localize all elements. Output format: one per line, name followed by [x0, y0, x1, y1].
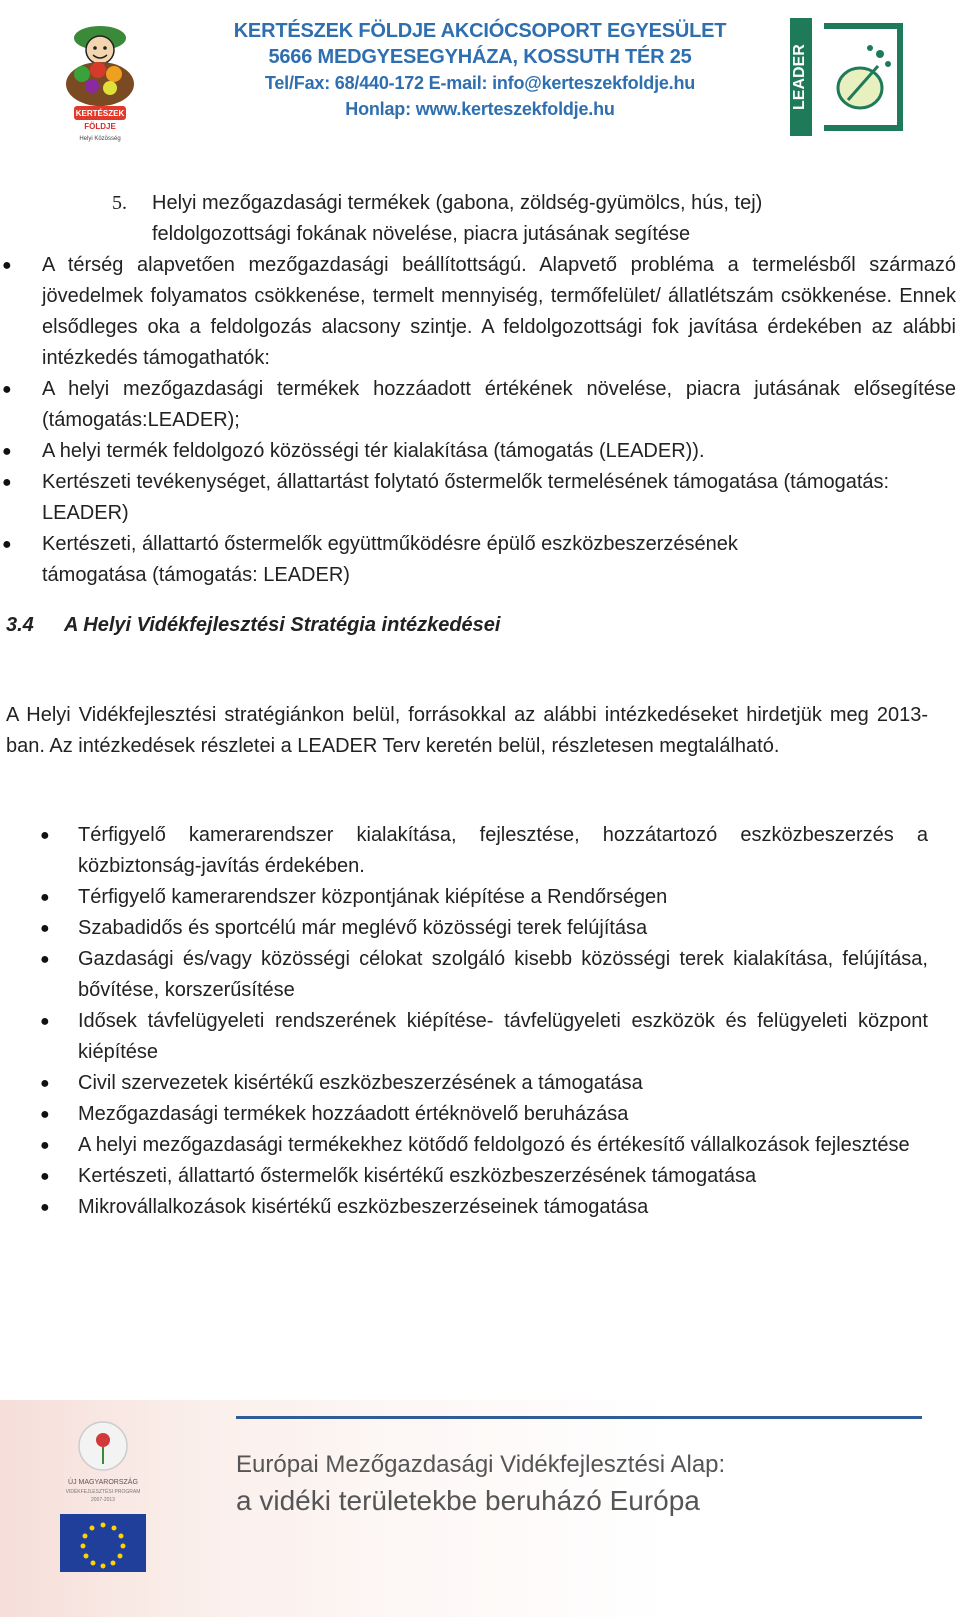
- footer-line-1: Európai Mezőgazdasági Vidékfejlesztési Alap:: [236, 1451, 726, 1478]
- list-item-text: Civil szervezetek kisértékű eszközbeszerzésének a támogatása: [78, 1072, 643, 1094]
- bullet-list-top: [0, 250, 960, 591]
- bullet-icon: ●: [40, 1013, 50, 1030]
- section-heading: [6, 610, 906, 640]
- organization-address: 5666 MEDGYESEGYHÁZA, KOSSUTH TÉR 25: [268, 46, 692, 68]
- list-item-text: Kertészeti, állattartó őstermelők kisértékű eszközbeszerzésének támogatása: [78, 1165, 757, 1187]
- intro-paragraph: A Helyi Vidékfejlesztési stratégiánkon belül, forrásokkal az alábbi intézkedéseket hirdetjük meg 2013-ban. Az intézkedések részletei a LEADER Terv keretén belül, részletesen megtalálható.: [6, 704, 928, 757]
- list-item: [0, 1130, 928, 1161]
- list-item: [0, 1006, 928, 1068]
- footer-divider: [236, 1416, 922, 1419]
- footer-slogan: [236, 1448, 936, 1520]
- list-item-text: Mikrovállalkozások kisértékű eszközbeszerzéseinek támogatása: [78, 1196, 649, 1218]
- section-number: 3.4: [6, 614, 34, 636]
- bullet-icon: ●: [2, 474, 12, 491]
- list-item-text: Gazdasági és/vagy közösségi célokat szolgáló kisebb közösségi terek kialakítása, felújítása, bővítése, korszerűsítése: [78, 948, 928, 1001]
- list-item-text: A térség alapvetően mezőgazdasági beállítottságú. Alapvető probléma a termelésből származó jövedelmek folyamatos csökkenése, termelt mennyiség, termőfelület/ állatlétszám csökkenése. Ennek elsődleges oka a feldolgozás alacsony szintje. A feldolgozottsági fok javítása érdekében az alábbi intézkedés támogathatók:: [42, 254, 956, 369]
- list-item-text: Térfigyelő kamerarendszer kialakítása, fejlesztése, hozzátartozó eszközbeszerzés a közbiztonság-javítás érdekében.: [78, 824, 928, 877]
- list-item: [0, 1192, 928, 1223]
- list-item-text: A helyi mezőgazdasági termékekhez kötődő feldolgozó és értékesítő vállalkozások fejlesztése: [78, 1134, 910, 1156]
- letterhead: [0, 0, 960, 160]
- svg-text:LEADER: LEADER: [791, 44, 808, 110]
- svg-text:VIDÉKFEJLESZTÉSI PROGRAM: VIDÉKFEJLESZTÉSI PROGRAM: [65, 1489, 141, 1495]
- bullet-icon: ●: [40, 1168, 50, 1185]
- list-item: [0, 436, 956, 467]
- leader-logo: [790, 18, 906, 136]
- list-item: [0, 1068, 928, 1099]
- list-item: [0, 374, 956, 436]
- footer-line-2: a vidéki területekbe beruházó Európa: [236, 1485, 700, 1516]
- measures-list: [0, 820, 960, 1223]
- list-item-text: A helyi mezőgazdasági termékek hozzáadott értékének növelése, piacra jutásának elősegítése (támogatás:LEADER);: [42, 378, 956, 431]
- bullet-icon: ●: [40, 1199, 50, 1216]
- item-number: 5.: [112, 192, 127, 214]
- svg-text:2007-2013: 2007-2013: [91, 1497, 115, 1503]
- list-item-text: Térfigyelő kamerarendszer központjának kiépítése a Rendőrségen: [78, 886, 668, 908]
- list-item: [0, 467, 902, 529]
- bullet-icon: ●: [40, 1106, 50, 1123]
- organization-contact: Tel/Fax: 68/440-172 E-mail: info@kerteszekfoldje.hu: [264, 73, 696, 93]
- list-item-text: A helyi termék feldolgozó közösségi tér kialakítása (támogatás (LEADER)).: [42, 440, 705, 462]
- list-item: [0, 820, 928, 882]
- organization-info: [200, 18, 760, 122]
- bullet-icon: ●: [40, 827, 50, 844]
- organization-name: KERTÉSZEK FÖLDJE AKCIÓCSOPORT EGYESÜLET: [233, 20, 727, 42]
- item-text: Helyi mezőgazdasági termékek (gabona, zöldség-gyümölcs, hús, tej) feldolgozottsági fokának növelése, piacra jutásának segítése: [152, 192, 763, 245]
- svg-text:Helyi Közösség: Helyi Közösség: [79, 136, 121, 142]
- svg-text:KERTÉSZEK: KERTÉSZEK: [75, 109, 125, 118]
- list-item: [0, 882, 928, 913]
- section-title: A Helyi Vidékfejlesztési Stratégia intézkedései: [64, 614, 501, 636]
- bullet-icon: ●: [2, 381, 12, 398]
- list-item: [0, 1161, 928, 1192]
- bullet-icon: ●: [40, 889, 50, 906]
- list-item-text: Kertészeti tevékenységet, állattartást folytató őstermelők termelésének támogatása (támogatás: LEADER): [42, 471, 890, 524]
- list-item: [0, 1099, 928, 1130]
- list-item: [0, 944, 928, 1006]
- list-item-text: Kertészeti, állattartó őstermelők együttműködésre épülő eszközbeszerzésének támogatása (támogatás: LEADER): [42, 533, 738, 586]
- bullet-icon: ●: [2, 443, 12, 460]
- page-footer: [0, 1400, 960, 1617]
- bullet-icon: ●: [40, 951, 50, 968]
- svg-text:ÚJ MAGYARORSZÁG: ÚJ MAGYARORSZÁG: [68, 1479, 138, 1486]
- list-item: [0, 913, 928, 944]
- bullet-icon: ●: [40, 920, 50, 937]
- kerteszek-foldje-logo: [52, 8, 148, 148]
- list-item-text: Szabadidős és sportcélú már meglévő közösségi terek felújítása: [78, 917, 648, 939]
- svg-text:FÖLDJE: FÖLDJE: [84, 122, 116, 131]
- bullet-icon: ●: [40, 1075, 50, 1092]
- uj-magyarorszag-eu-logo: [58, 1410, 148, 1600]
- list-item: [0, 250, 956, 374]
- list-item-text: Mezőgazdasági termékek hozzáadott értéknövelő beruházása: [78, 1103, 629, 1125]
- bullet-icon: ●: [40, 1137, 50, 1154]
- organization-website: Honlap: www.kerteszekfoldje.hu: [345, 99, 615, 119]
- list-item-text: Idősek távfelügyeleti rendszerének kiépítése- távfelügyeleti eszközök és felügyeleti központ kiépítése: [78, 1010, 928, 1063]
- list-item: [0, 529, 842, 591]
- bullet-icon: ●: [2, 536, 12, 553]
- bullet-icon: ●: [2, 257, 12, 274]
